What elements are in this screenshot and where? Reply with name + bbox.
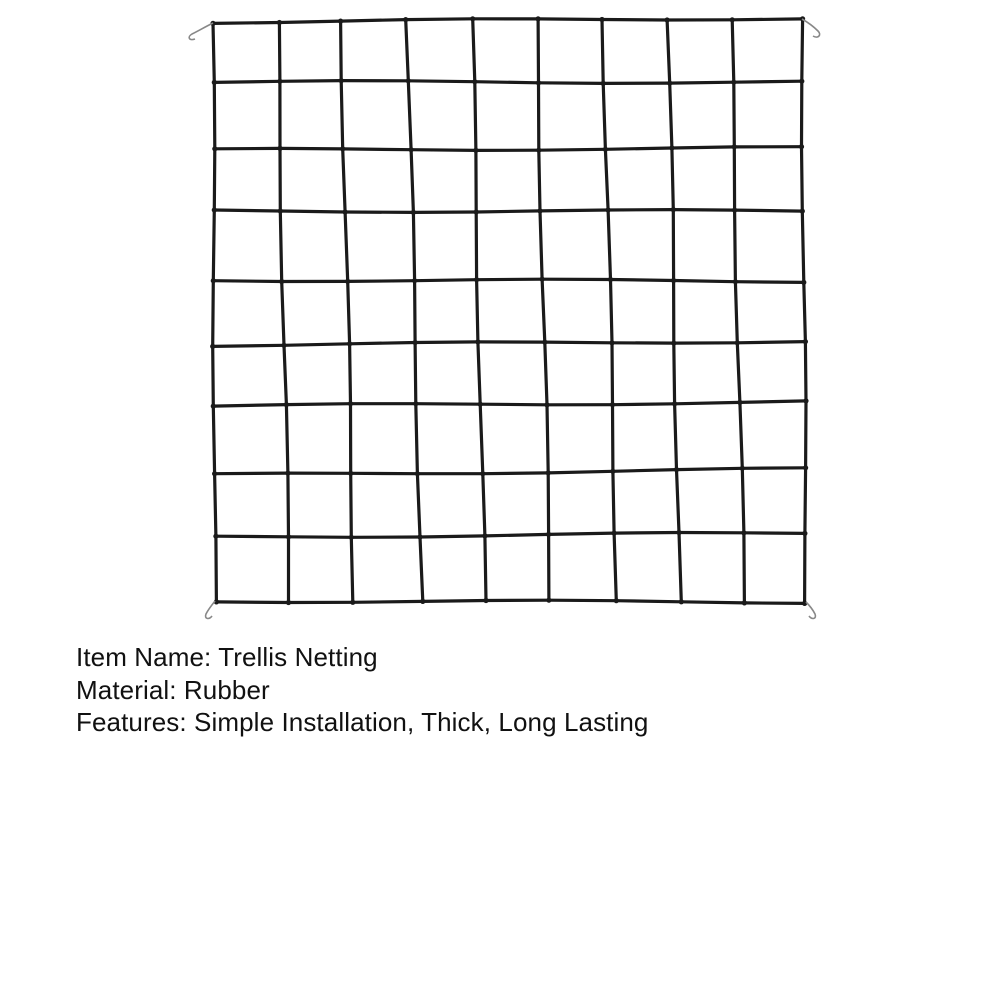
- net-knot: [281, 343, 286, 348]
- net-knot: [340, 146, 345, 151]
- net-knot: [536, 80, 541, 85]
- net-knot: [676, 530, 681, 535]
- net-knot: [608, 277, 613, 282]
- net-knot: [674, 467, 679, 472]
- net-knot: [731, 80, 736, 85]
- net-knot: [671, 341, 676, 346]
- net-knot: [475, 339, 480, 344]
- features-text: Features: Simple Installation, Thick, Long Lasting: [76, 707, 649, 737]
- net-knot: [413, 340, 418, 345]
- net-knot: [474, 277, 479, 282]
- net-knot: [672, 401, 677, 406]
- net-knot: [732, 208, 737, 213]
- net-knot: [667, 81, 672, 86]
- net-knot: [212, 207, 217, 212]
- net-horizontal-strand: [216, 533, 805, 538]
- net-vertical-strand: [473, 19, 486, 601]
- corner-hook-icon: [802, 19, 820, 37]
- net-knot: [742, 600, 747, 605]
- net-horizontal-strand: [214, 210, 802, 213]
- net-knot: [338, 19, 343, 24]
- net-horizontal-strand: [215, 468, 806, 474]
- net-horizontal-strand: [213, 342, 806, 347]
- trellis-net-icon: [185, 10, 825, 625]
- net-knot: [802, 531, 807, 536]
- net-knot: [212, 471, 217, 476]
- net-knot: [606, 207, 611, 212]
- net-knot: [603, 147, 608, 152]
- net-vertical-strand: [279, 23, 288, 603]
- net-knot: [480, 471, 485, 476]
- net-knot: [277, 20, 282, 25]
- net-knot: [671, 207, 676, 212]
- net-knot: [610, 402, 615, 407]
- net-knot: [482, 533, 487, 538]
- net-knot: [348, 401, 353, 406]
- net-horizontal-strand: [213, 401, 806, 406]
- net-knot: [413, 401, 418, 406]
- net-knot: [415, 471, 420, 476]
- net-knot: [347, 341, 352, 346]
- net-vertical-strand: [602, 20, 616, 601]
- net-knot: [665, 17, 670, 22]
- net-knot: [546, 470, 551, 475]
- corner-hook-icon: [806, 602, 815, 618]
- net-knot: [800, 209, 805, 214]
- net-knot: [286, 600, 291, 605]
- net-knot: [278, 208, 283, 213]
- net-knot: [212, 146, 217, 151]
- net-knot: [671, 278, 676, 283]
- net-vertical-strand: [802, 19, 807, 604]
- net-knot: [409, 147, 414, 152]
- net-knot: [350, 600, 355, 605]
- net-vertical-strand: [538, 19, 549, 600]
- net-horizontal-strand: [216, 600, 804, 603]
- net-horizontal-strand: [215, 147, 802, 151]
- net-vertical-strand: [667, 20, 681, 602]
- net-knot: [213, 534, 218, 539]
- net-knot: [610, 469, 615, 474]
- net-knot: [601, 81, 606, 86]
- net-knot: [472, 79, 477, 84]
- material-text: Material: Rubber: [76, 674, 270, 705]
- net-knot: [803, 339, 808, 344]
- net-knot: [732, 144, 737, 149]
- net-knot: [210, 344, 215, 349]
- net-knot: [546, 598, 551, 603]
- net-knot: [735, 340, 740, 345]
- net-knot: [546, 532, 551, 537]
- corner-hook-icon: [206, 601, 215, 618]
- net-knot: [417, 534, 422, 539]
- net-knot: [542, 340, 547, 345]
- net-knot: [277, 79, 282, 84]
- net-knot: [609, 340, 614, 345]
- net-knot: [343, 209, 348, 214]
- net-knot: [483, 598, 488, 603]
- net-horizontal-strand: [213, 279, 804, 282]
- net-knot: [348, 471, 353, 476]
- net-vertical-strand: [213, 23, 217, 602]
- net-knot: [211, 404, 216, 409]
- net-knot: [536, 148, 541, 153]
- net-knot: [406, 78, 411, 83]
- net-knot: [540, 277, 545, 282]
- net-knot: [285, 471, 290, 476]
- net-vertical-strand: [732, 20, 744, 603]
- net-knot: [730, 17, 735, 22]
- net-knot: [544, 402, 549, 407]
- net-knot: [740, 466, 745, 471]
- net-knot: [799, 79, 804, 84]
- net-knot: [349, 535, 354, 540]
- net-knot: [473, 148, 478, 153]
- net-knot: [737, 400, 742, 405]
- net-knot: [801, 280, 806, 285]
- net-knot: [211, 278, 216, 283]
- net-knot: [679, 599, 684, 604]
- net-vertical-strand: [341, 21, 353, 602]
- net-knot: [669, 145, 674, 150]
- net-knot: [277, 146, 282, 151]
- net-knot: [474, 209, 479, 214]
- net-knot: [420, 599, 425, 604]
- net-knot: [799, 144, 804, 149]
- product-specs: [76, 641, 976, 739]
- item-name-text: Item Name: Trellis Netting: [76, 642, 378, 672]
- net-knot: [536, 16, 541, 21]
- net-knot: [803, 465, 808, 470]
- corner-hook-icon: [189, 23, 213, 40]
- net-knot: [733, 279, 738, 284]
- net-vertical-strand: [406, 20, 423, 602]
- net-knot: [279, 279, 284, 284]
- net-horizontal-strand: [214, 81, 802, 84]
- net-knot: [345, 279, 350, 284]
- net-knot: [470, 16, 475, 21]
- net-knot: [403, 17, 408, 22]
- net-knot: [412, 278, 417, 283]
- net-knot: [537, 208, 542, 213]
- net-knot: [212, 80, 217, 85]
- net-knot: [411, 210, 416, 215]
- net-knot: [803, 398, 808, 403]
- net-horizontal-strand: [213, 19, 803, 24]
- net-knot: [478, 402, 483, 407]
- net-knot: [339, 78, 344, 83]
- net-knot: [741, 530, 746, 535]
- net-knot: [599, 17, 604, 22]
- net-knot: [284, 402, 289, 407]
- net-knot: [286, 534, 291, 539]
- net-knot: [614, 598, 619, 603]
- net-knot: [612, 531, 617, 536]
